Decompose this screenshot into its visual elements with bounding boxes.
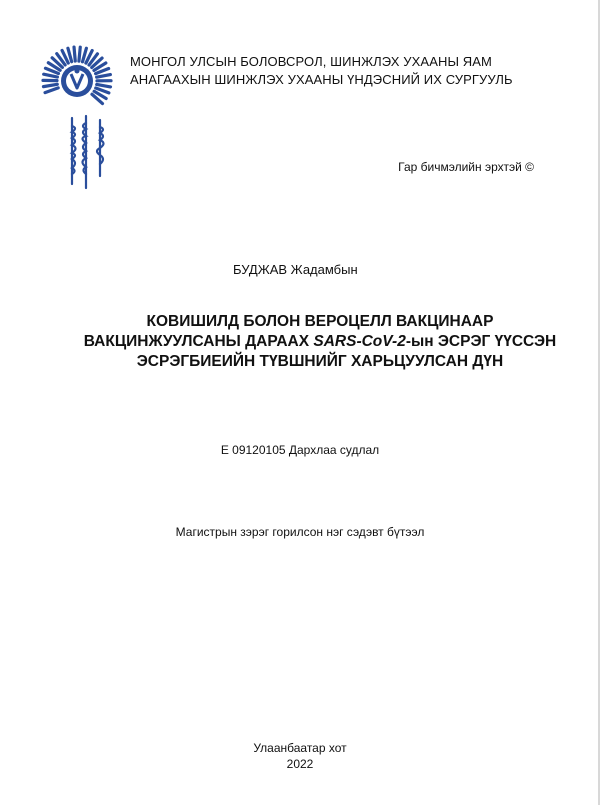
mongolian-script-icon [64, 114, 114, 194]
specialty-code: E 09120105 Дархлаа судлал [220, 443, 380, 457]
title-line-2-start: ВАКЦИНЖУУЛСАНЫ ДАРААХ [83, 333, 314, 350]
title-line-2-end: -ын ЭСРЭГ ҮҮССЭН [405, 333, 557, 350]
institution-header [130, 53, 513, 89]
emblem-ray [97, 84, 111, 86]
ministry-name: МОНГОЛ УЛСЫН БОЛОВСРОЛ, ШИНЖЛЭХ УХААНЫ ЯАМ [130, 54, 492, 69]
emblem-ray [43, 84, 57, 86]
emblem-ray [74, 47, 75, 61]
emblem-ray [79, 47, 80, 61]
emblem-ray [68, 48, 72, 61]
copyright-notice: Гар бичмэлийн эрхтэй © [398, 160, 534, 174]
emblem-ray [97, 75, 111, 78]
author-name: БУДЖАВ Жадамбын [233, 262, 358, 277]
degree-statement: Магистрын зэрэг горилсон нэг сэдэвт бүтээл [175, 525, 425, 539]
title-line-1: КОВИШИЛД БОЛОН ВЕРОЦЕЛЛ ВАКЦИНААР [146, 313, 494, 330]
thesis-title [40, 312, 600, 372]
city: Улаанбаатар хот [253, 741, 347, 755]
year: 2022 [286, 757, 314, 771]
university-name: АНАГААХЫН ШИНЖЛЭХ УХААНЫ ҮНДЭСНИЙ ИХ СУРГУУЛЬ [130, 72, 513, 87]
virus-name: SARS-CoV-2 [313, 333, 406, 350]
place-and-year [0, 740, 600, 772]
university-emblem-icon [40, 44, 114, 118]
title-line-2 [40, 332, 600, 352]
emblem-ray [83, 48, 87, 61]
emblem-ray [45, 88, 58, 93]
title-line-3: ЭСРЭГБИЕИЙН ТҮВШНИЙГ ХАРЬЦУУЛСАН ДҮН [136, 353, 504, 370]
emblem-ray [44, 74, 58, 77]
